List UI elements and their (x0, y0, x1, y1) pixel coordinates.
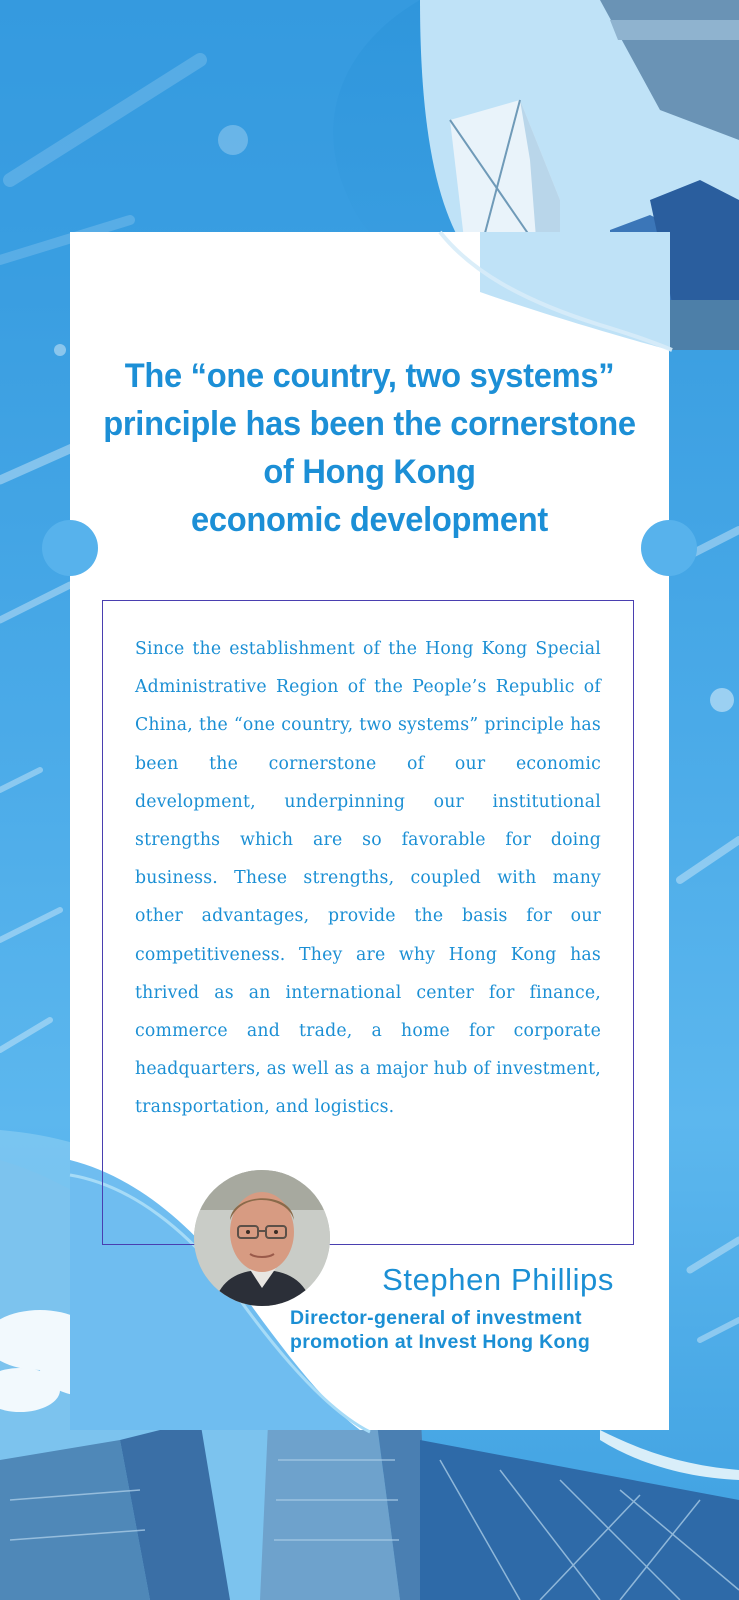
speaker-name: Stephen Phillips (382, 1262, 614, 1297)
quote-text: Since the establishment of the Hong Kong Special Administrative Region of the People’s Republic of China, the “one country, two systems” principle has been the cornerstone of our economic development, underpinning our institutional strengths which are so favorable for doing business. These strengths, coupled with many other advantages, provide the basis for our competitiveness. They are why Hong Kong has thrived as an international center for finance, commerce and trade, a home for corporate headquarters, as well as a major hub of investment, transportation, and logistics. (135, 639, 601, 1118)
speaker-title-line-2: promotion at Invest Hong Kong (290, 1331, 591, 1353)
headline-line-2: principle has been the cornerstone (103, 405, 636, 443)
headline-line-3: of Hong Kong (263, 453, 476, 491)
headline-line-4: economic development (191, 501, 548, 539)
speaker-title-line-1: Director-general of investment (290, 1307, 582, 1329)
headline (82, 352, 657, 544)
headline-line-1: The “one country, two systems” (124, 357, 615, 395)
